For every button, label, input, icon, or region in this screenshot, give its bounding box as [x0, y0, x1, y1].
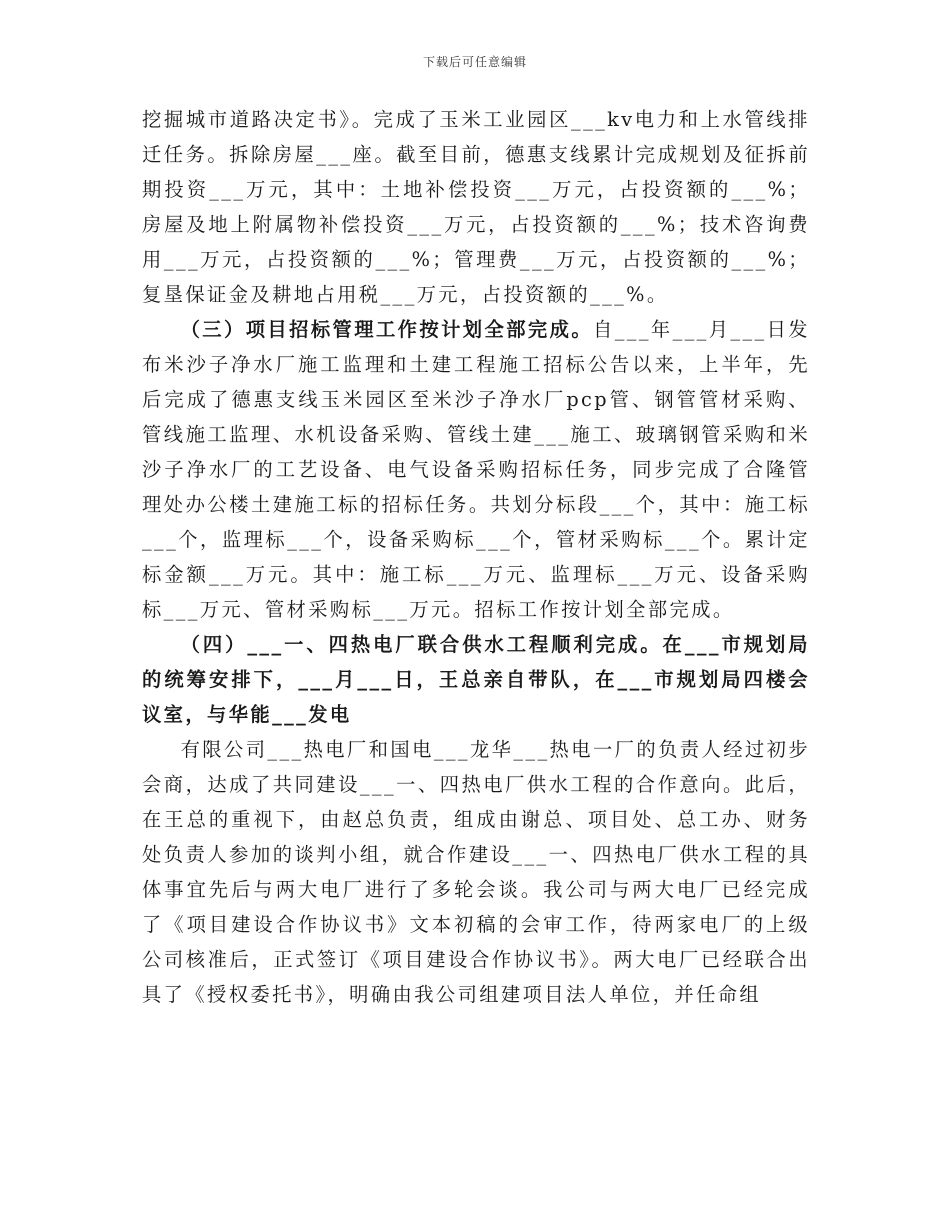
paragraph-land-investment: 挖掘城市道路决定书》。完成了玉米工业园区___kv电力和上水管线排迁任务。拆除房屋___座。截至目前，德惠支线累计完成规划及征拆前期投资___万元，其中：土地补偿投资___万元，占投资额的___%；房屋及地上附属物补偿投资___万元，占投资额的___%；技术咨询费用___万元，占投资额的___%；管理费___万元，占投资额的___%；复垦保证金及耕地占用税___万元，占投资额的___%。 — [142, 108, 810, 306]
page-header: 下载后可任意编辑 — [422, 55, 527, 69]
paragraph-power-plant-cooperation: 有限公司___热电厂和国电___龙华___热电一厂的负责人经过初步会商，达成了共同建设___一、四热电厂供水工程的合作意向。此后，在王总的重视下，由赵总负责，组成由谢总、项目处、总工办、财务处负责人参加的谈判小组，就合作建设___一、四热电厂供水工程的具体事宜先后与两大电厂进行了多轮会谈。我公司与两大电厂已经完成了《项目建设合作协议书》文本初稿的会审工作，待两家电厂的上级公司核准后，正式签订《项目建设合作协议书》。两大电厂已经联合出具了《授权委托书》，明确由我公司组建项目法人单位，并任命组 — [142, 738, 810, 1006]
section-heading-3: （三）项目招标管理工作按计划全部完成。 — [180, 318, 594, 341]
section-heading-4: （四）___一、四热电厂联合供水工程顺利完成。在___市规划局的统筹安排下，___月___日，王总亲自带队，在___市规划局四楼会议室，与华能___发电 — [142, 633, 810, 726]
paragraph-text: 自___年___月___日发布米沙子净水厂施工监理和土建工程施工招标公告以来，上半年，先后完成了德惠支线玉米园区至米沙子净水厂pcp管、钢管管材采购、管线施工监理、水机设备采购、管线土建___施工、玻璃钢管采购和米沙子净水厂的工艺设备、电气设备采购招标任务，同步完成了合隆管理处办公楼土建施工标的招标任务。共划分标段___个，其中：施工标___个，监理标___个，设备采购标___个，管材采购标___个。累计定标金额___万元。其中：施工标___万元、监理标___万元、设备采购标___万元、管材采购标___万元。招标工作按计划全部完成。 — [142, 318, 810, 621]
document-body — [142, 102, 810, 1012]
paragraph-tender-management — [142, 312, 810, 627]
